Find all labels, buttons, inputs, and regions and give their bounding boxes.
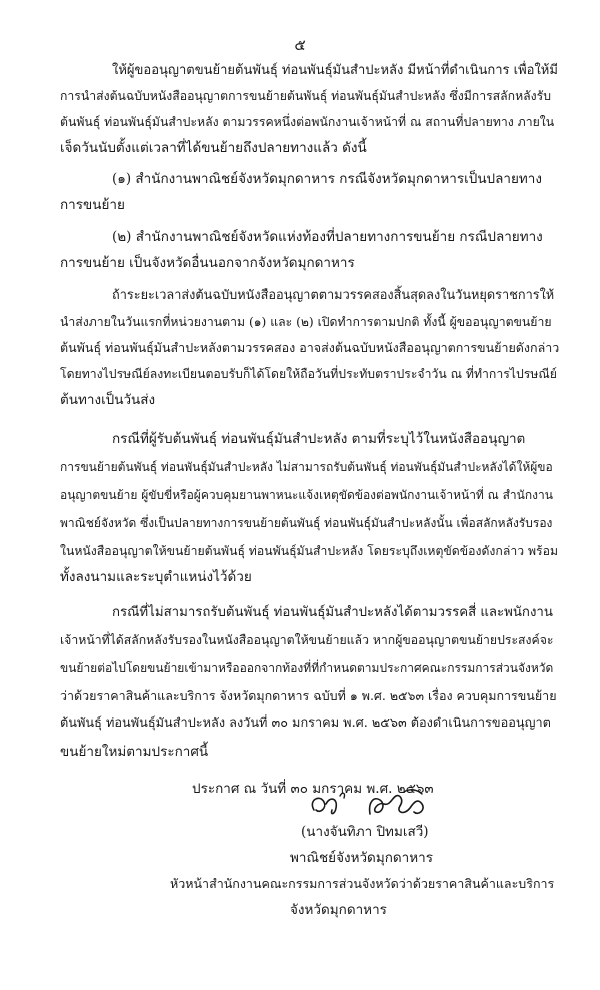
list-item-2: (๒) สำนักงานพาณิชย์จังหวัดแห่งท้องที่ปลายทางการขนย้าย กรณีปลายทาง [112,229,543,245]
body-line: กรณีที่ไม่สามารถรับต้นพันธุ์ ท่อนพันธุ์มันสำปะหลังได้ตามวรรคสี่ และพนักงาน [112,605,553,620]
list-item-2-cont: การขนย้าย เป็นจังหวัดอื่นนอกจากจังหวัดมุกดาหาร [60,255,355,271]
body-line: ในหนังสืออนุญาตให้ขนย้ายต้นพันธุ์ ท่อนพันธุ์มันสำปะหลัง โดยระบุถึงเหตุขัดข้องดังกล่าว พร้อม [60,544,559,558]
body-line: การนำส่งต้นฉบับหนังสืออนุญาตการขนย้ายต้นพันธุ์ ท่อนพันธุ์มันสำปะหลัง ซึ่งมีการสลักหลังรับ [60,89,551,103]
body-line: นำส่งภายในวันแรกที่หน่วยงานตาม (๑) และ (๒) เปิดทำการตามปกติ ทั้งนี้ ผู้ขออนุญาตขนย้าย [60,315,552,329]
list-item-1-cont: การขนย้าย [60,197,125,213]
signer-office: หัวหน้าสำนักงานคณะกรรมการส่วนจังหวัดว่าด้วยราคาสินค้าและบริการ [170,876,555,891]
body-line: ต้นพันธุ์ ท่อนพันธุ์มันสำปะหลังตามวรรคสอง อาจส่งต้นฉบับหนังสืออนุญาตการขนย้ายดังกล่าว [60,340,560,355]
body-line: พาณิชย์จังหวัด ซึ่งเป็นปลายทางการขนย้ายต้นพันธุ์ ท่อนพันธุ์มันสำปะหลังนั้น เพื่อสลักหลังรับรอง [60,516,553,530]
body-line: ต้นทางเป็นวันส่ง [60,392,156,408]
body-line: การขนย้ายต้นพันธุ์ ท่อนพันธุ์มันสำปะหลัง ไม่สามารถรับต้นพันธุ์ ท่อนพันธุ์มันสำปะหลังได้ให้ผู้ขอ [60,460,553,474]
list-item-1: (๑) สำนักงานพาณิชย์จังหวัดมุกดาหาร กรณีจังหวัดมุกดาหารเป็นปลายทาง [112,171,542,187]
body-line: อนุญาตขนย้าย ผู้ขับขี่หรือผู้ควบคุมยานพาหนะแจ้งเหตุขัดข้องต่อพนักงานเจ้าหน้าที่ ณ สำนักงาน [60,488,553,502]
signer-province: จังหวัดมุกดาหาร [290,902,387,918]
handwritten-signature [300,786,460,826]
announcement-date: ประกาศ ณ วันที่ ๓๐ มกราคม พ.ศ. ๒๕๖๓ [192,781,434,797]
body-line: ให้ผู้ขออนุญาตขนย้ายต้นพันธุ์ ท่อนพันธุ์มันสำปะหลัง มีหน้าที่ดำเนินการ เพื่อให้มี [112,63,558,78]
body-line: ต้นพันธุ์ ท่อนพันธุ์มันสำปะหลัง ลงวันที่ ๓๐ มกราคม พ.ศ. ๒๕๖๓ ต้องดำเนินการขออนุญาต [60,716,551,731]
body-line: กรณีที่ผู้รับต้นพันธุ์ ท่อนพันธุ์มันสำปะหลัง ตามที่ระบุไว้ในหนังสืออนุญาต [112,431,526,447]
body-line: ถ้าระยะเวลาส่งต้นฉบับหนังสืออนุญาตตามวรรคสองสิ้นสุดลงในวันหยุดราชการให้ [112,288,555,303]
body-line: ขนย้ายต่อไปโดยขนย้ายเข้ามาหรือออกจากท้องที่ที่กำหนดตามประกาศคณะกรรมการส่วนจังหวัด [60,661,554,675]
body-line: ขนย้ายใหม่ตามประกาศนี้ [60,744,209,760]
body-line: ทั้งลงนามและระบุตำแหน่งไว้ด้วย [60,569,252,585]
body-line: เจ้าหน้าที่ได้สลักหลังรับรองในหนังสืออนุญาตให้ขนย้ายแล้ว หากผู้ขออนุญาตขนย้ายประสงค์จะ [60,633,554,647]
body-line: ว่าด้วยราคาสินค้าและบริการ จังหวัดมุกดาหาร ฉบับที่ ๑ พ.ศ. ๒๕๖๓ เรื่อง ควบคุมการขนย้าย [60,688,557,703]
signer-name: (นางจันทิภา ปิทมเสวี) [301,824,429,840]
body-line: ต้นพันธุ์ ท่อนพันธุ์มันสำปะหลัง ตามวรรคหนึ่งต่อพนักงานเจ้าหน้าที่ ณ สถานที่ปลายทาง ภายใน [60,115,555,129]
page-number: ๕ [294,36,306,54]
body-line: เจ็ดวันนับตั้งแต่เวลาที่ได้ขนย้ายถึงปลายทางแล้ว ดังนี้ [60,140,367,156]
body-line: โดยทางไปรษณีย์ลงทะเบียนตอบรับก็ได้โดยให้ถือวันที่ประทับตราประจำวัน ณ ที่ทำการไปรษณีย์ [60,367,557,381]
signer-position: พาณิชย์จังหวัดมุกดาหาร [290,850,433,866]
